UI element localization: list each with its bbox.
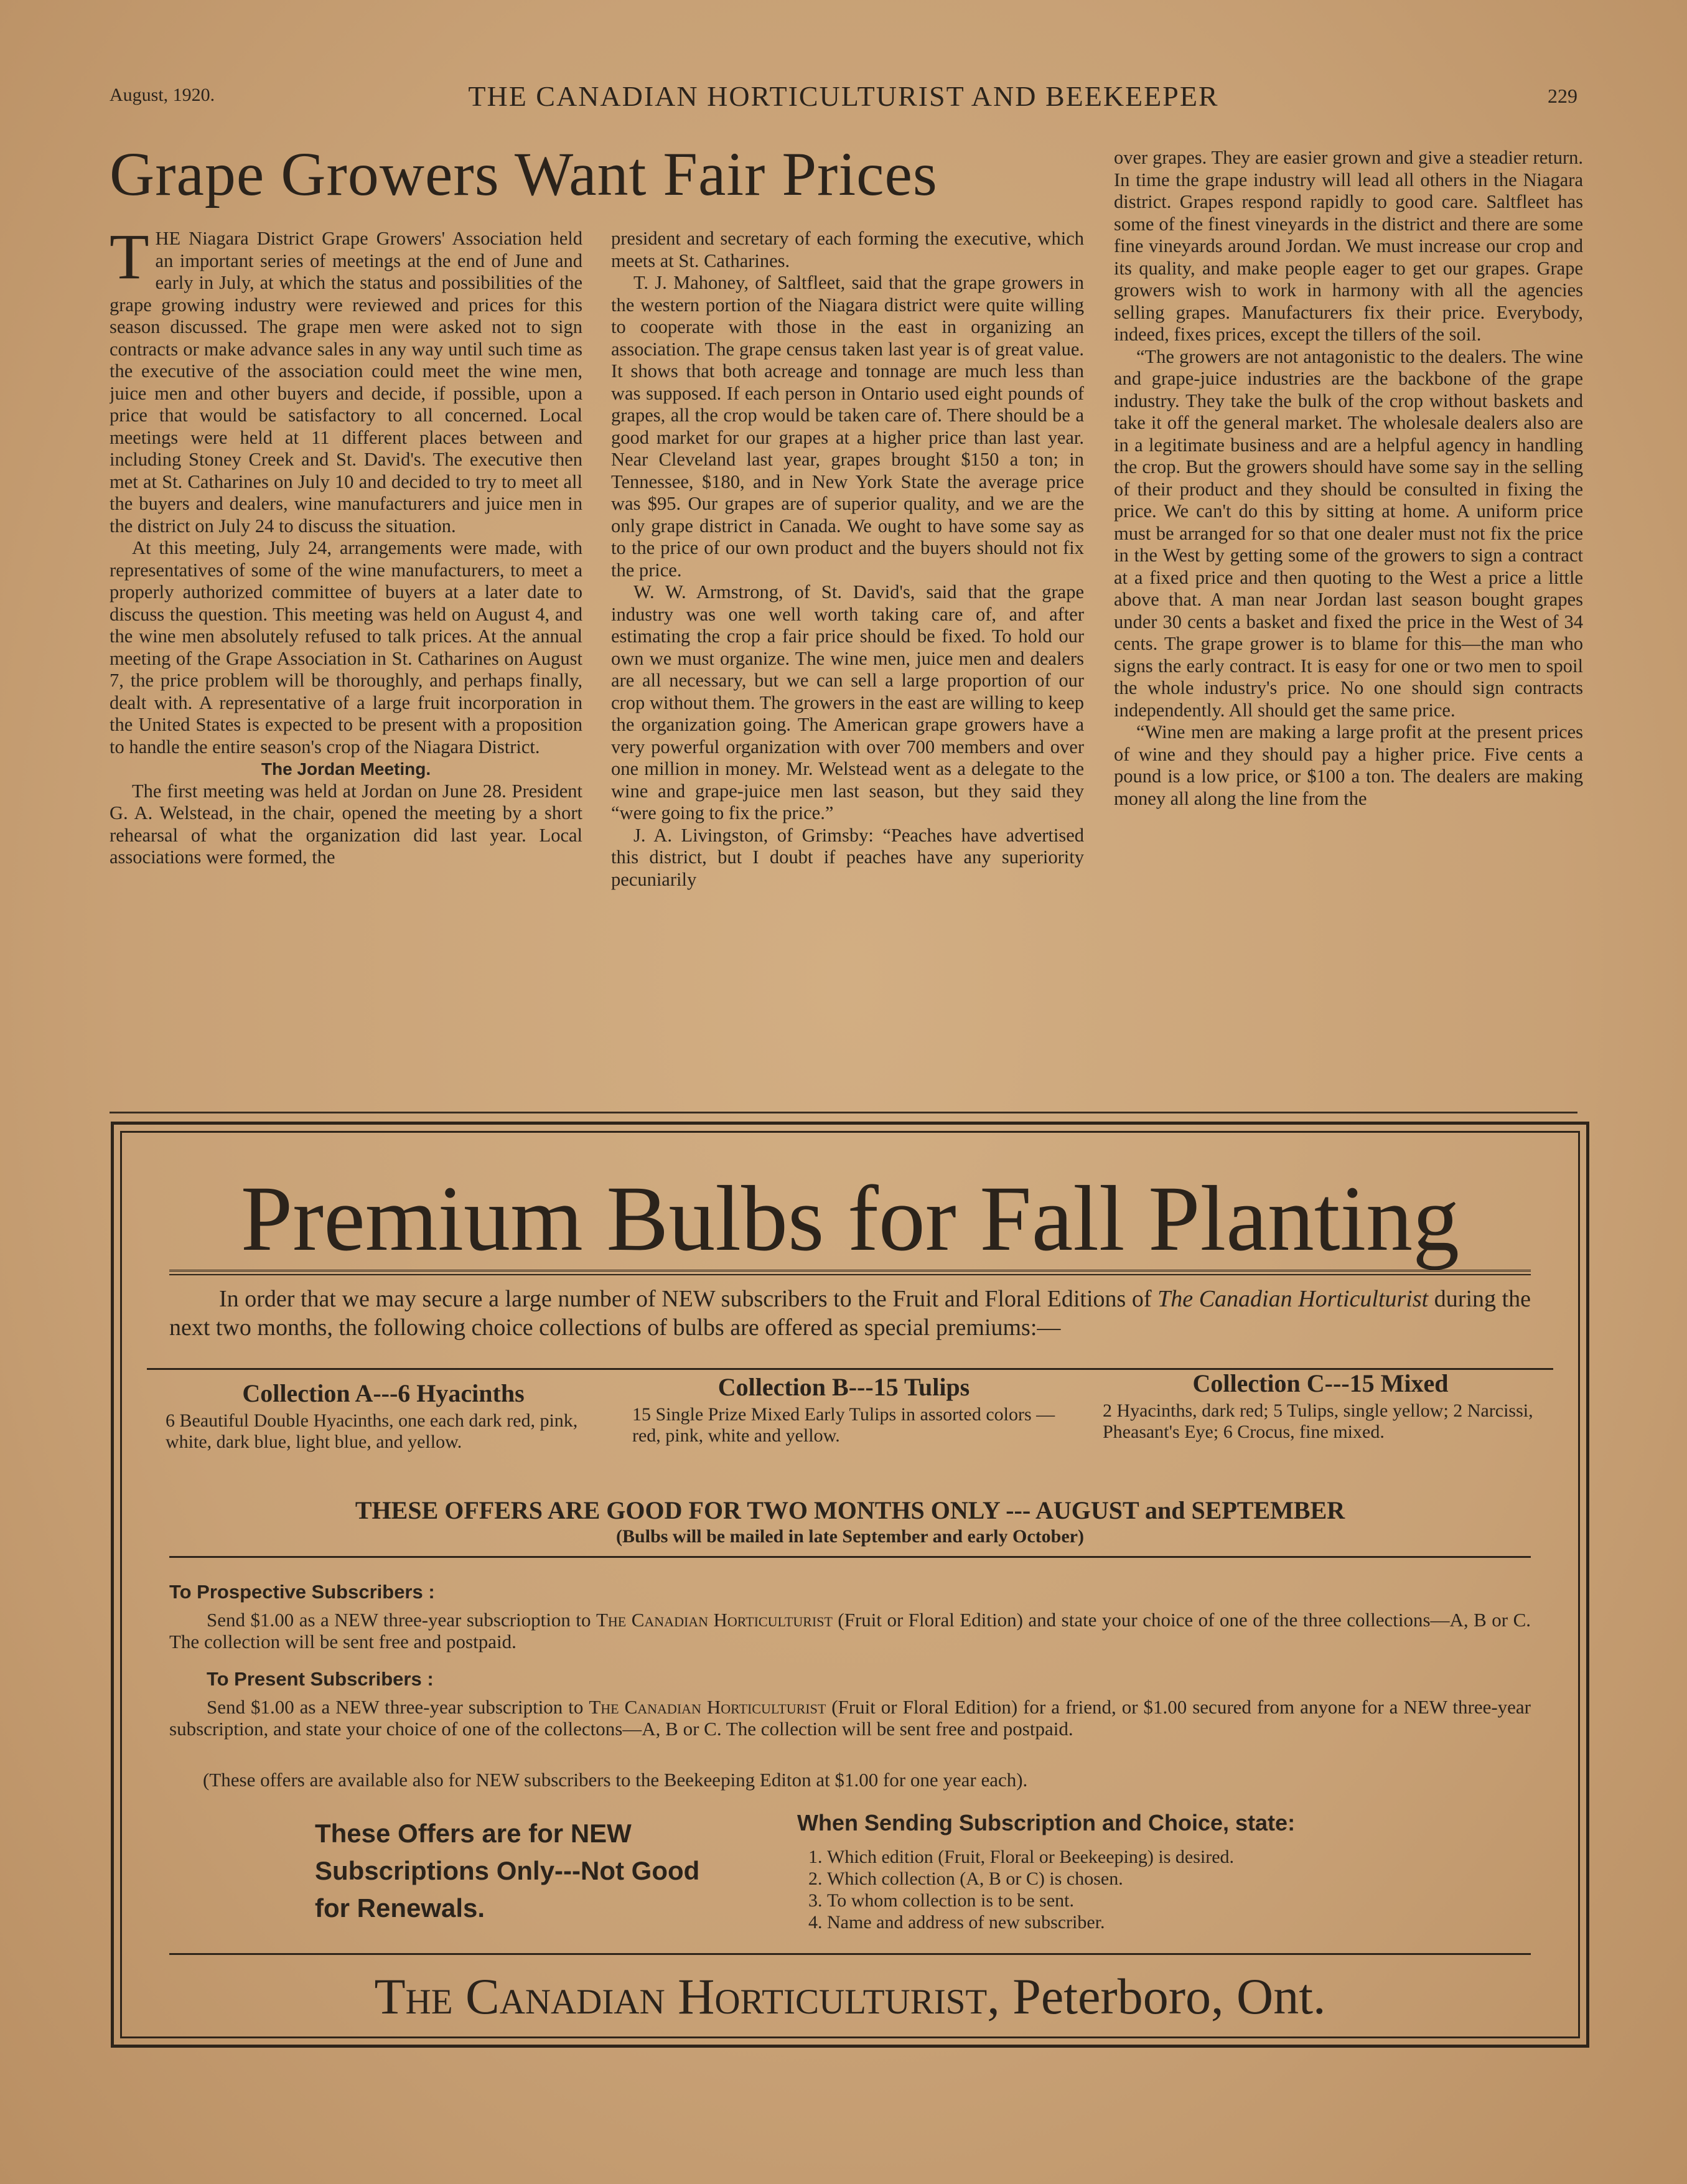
article-paragraph: over grapes. They are easier grown and give a steadier return. In time the grape industry will lead all others in the Niagara district. Grapes respond rapidly to good care. Saltfleet has some of the finest vineyards in the district and there are some fine vineyards around Jordan. We must increase our crop and its quality, and make people eager to get our grapes. Grape growers wish to work in harmony with all the agencies selling grapes. Manufacturers fix their price. Everybody, indeed, fixes prices, except the tillers of the soil. (1114, 147, 1583, 345)
collection-title: Collection A---6 Hyacinths (242, 1379, 525, 1407)
article-headline: Grape Growers Want Fair Prices (110, 139, 938, 209)
present-text: Send $1.00 as a NEW three-year subscription to (207, 1696, 589, 1718)
present-subscribers (169, 1668, 1531, 1740)
article-paragraph: “The growers are not antagonistic to the dealers. The wine and grape-juice industries are the backbone of the grape industry. They take the bulk of the crop without baskets and take it off the general market. The wholesale dealers also are in a legitimate business and are a helpful agency in handling the crop. But the growers should have some say in the selling of their product and they should be consulted in fixing the price. We can't do this by sitting at home. A uniform price must be arranged for so that one dealer must not fix the price in the West by getting some of the growers to sign a contract at a fixed price and then quoting to the West a price a little above that. A man near Jordan last season bought grapes under 30 cents a basket and fixed the price in the West of 34 cents. The grape grower is to blame for this—the man who signs the early contract. It is easy for one or two men to spoil the whole industry's price. No one should sign contracts independently. All should get the same price. (1114, 345, 1583, 721)
article-paragraph: J. A. Livingston, of Grimsby: “Peaches have advertised this district, but I doubt if peaches have any superiority pecuniarily (611, 824, 1084, 890)
drop-cap: T (110, 228, 149, 293)
offer-period: THESE OFFERS ARE GOOD FOR TWO MONTHS ONLY --- AUGUST and SEPTEMBER (355, 1496, 1345, 1524)
prospective-publication: The Canadian Horticulturist (596, 1609, 833, 1631)
article-paragraph: T. J. Mahoney, of Saltfleet, said that the grape growers in the western portion of the Niagara district were quite willing to cooperate with those in the east in organizing an association. The grape census taken last year is of great value. It shows that both acreage and tonnage are much less than was supposed. If each person in Ontario used eight pounds of grapes, all the crop would be taken care of. There should be a good market for our grapes at a higher price than last year. Near Cleveland last year, grapes brought $150 a ton; in Tennessee, $180, and in New York State the average price was $95. Our grapes are of superior quality, and we are the only grape district in Canada. We ought to have some say as to the price of our own product and the buyers should not fix the price. (611, 272, 1084, 581)
publication-title: THE CANADIAN HORTICULTURIST AND BEEKEEPER (468, 80, 1219, 112)
ad-intro-text: during the next two months, the following choice collections of bulbs are offered as special premiums:— (169, 1286, 1531, 1341)
article-column-2 (611, 228, 1084, 1115)
advertisement-inner-border (120, 1131, 1580, 2038)
list-item: 1. Which edition (Fruit, Floral or Beekeeping) is desired. (827, 1846, 1419, 1868)
mailing-note: (Bulbs will be mailed in late September and early October) (616, 1526, 1084, 1547)
collection-description: 6 Beautiful Double Hyacinths, one each dark red, pink, white, dark blue, light blue, and yellow. (166, 1410, 578, 1452)
collection-title: Collection C---15 Mixed (1192, 1369, 1449, 1397)
article-paragraph: HE Niagara District Grape Growers' Association held an important series of meetings at the end of June and early in July, at which the status and possibilities of the grape growing industry were reviewed and prices for this season discussed. The grape men were asked not to sign contracts or make advance sales in any way until such time as the executive of the association could meet the wine men, juice men and other buyers and decide, if possible, upon a price that would be satisfactory to all concerned. Local meetings were held at 11 different places between and including Stoney Creek and St. David's. The executive then met at St. Catharines on July 10 and decided to try to meet all the buyers and dealers, wine manufacturers and juice men in the district on July 24 to discuss the situation. (110, 228, 582, 537)
article-paragraph: president and secretary of each forming the executive, which meets at St. Catharines. (611, 228, 1084, 271)
ad-intro-text: In order that we may secure a large number of NEW subscribers to the Fruit and Floral Editions of (219, 1286, 1158, 1312)
ad-intro-publication: The Canadian Horticulturist (1157, 1286, 1429, 1312)
running-header (110, 80, 1577, 117)
prospective-text: (Fruit or Floral Edition) and state your choice of one of the three collections—A, B or C. The collection will be sent free and postpaid. (169, 1609, 1531, 1652)
article-column-3 (1114, 147, 1583, 1115)
footer-location: Peterboro, Ont. (999, 1968, 1326, 2025)
present-text: (Fruit or Floral Edition) for a friend, or $1.00 secured from anyone for a NEW three-year subscription, and state your choice of one of the collectons—A, B or C. The collection will be sent free and postpaid. (169, 1696, 1531, 1740)
collection-description: 2 Hyacinths, dark red; 5 Tulips, single yellow; 2 Narcissi, Pheasant's Eye; 6 Crocus, fine mixed. (1103, 1400, 1533, 1442)
beekeeping-note: (These offers are available also for NEW subscribers to the Beekeeping Editon at $1.00 for one year each). (203, 1769, 1028, 1791)
section-divider (110, 1112, 1577, 1113)
advertisement-box (111, 1122, 1589, 2048)
article-subhead: The Jordan Meeting. (261, 759, 431, 779)
ad-divider (169, 1556, 1531, 1558)
new-subscriptions-only: These Offers are for NEW Subscriptions Only---Not Good for Renewals. (315, 1819, 700, 1923)
sending-title: When Sending Subscription and Choice, state: (797, 1810, 1296, 1835)
collection-c (1103, 1369, 1538, 1443)
collection-description: 15 Single Prize Mixed Early Tulips in assorted colors — red, pink, white and yellow. (632, 1404, 1055, 1446)
present-publication: The Canadian Horticulturist (589, 1696, 826, 1718)
page-number: 229 (1548, 85, 1577, 107)
ad-divider (169, 1953, 1531, 1955)
collection-b (632, 1373, 1055, 1446)
footer-publication: The Canadian Horticulturist, (374, 1968, 1000, 2025)
ad-footer (122, 1967, 1578, 2027)
article-paragraph: The first meeting was held at Jordan on June 28. President G. A. Welstead, in the chair, opened the meeting by a short rehearsal of what the organization did last year. Local associations were formed, the (110, 780, 582, 868)
sending-instructions (797, 1809, 1419, 1933)
article-paragraph: “Wine men are making a large profit at the present prices of wine and they should pay a higher price. Five cents a pound is a low price, or $100 a ton. The dealers are making money all along the line from the (1114, 721, 1583, 809)
list-item: 4. Name and address of new subscriber. (827, 1911, 1419, 1933)
ad-title: Premium Bulbs for Fall Planting (240, 1167, 1460, 1270)
prospective-label: To Prospective Subscribers : (169, 1581, 435, 1603)
present-label: To Present Subscribers : (207, 1668, 434, 1690)
article-paragraph: At this meeting, July 24, arrangements were made, with representatives of some of the wine manufacturers, to meet a properly authorized committee of buyers at a later date to discuss the question. This meeting was held on August 4, and the wine men absolutely refused to talk prices. At the annual meeting of the Grape Association in St. Catharines on August 7, the price problem will be thoroughly, and perhaps finally, dealt with. A representative of a large fruit incorporation in the United States is expected to be present with a proposition to handle the entire season's crop of the Niagara District. (110, 537, 582, 757)
ad-divider (169, 1270, 1531, 1275)
ad-intro (169, 1285, 1531, 1342)
collection-title: Collection B---15 Tulips (717, 1373, 970, 1401)
prospective-subscribers (169, 1581, 1531, 1652)
sending-list (797, 1846, 1419, 1933)
issue-date: August, 1920. (110, 85, 215, 105)
list-item: 2. Which collection (A, B or C) is chosen. (827, 1868, 1419, 1890)
list-item: 3. To whom collection is to be sent. (827, 1890, 1419, 1911)
article-column-1 (110, 228, 582, 1115)
prospective-text: Send $1.00 as a NEW three-year subscrioption to (207, 1609, 596, 1631)
collection-a (166, 1379, 601, 1453)
article-paragraph: W. W. Armstrong, of St. David's, said that the grape industry was one well worth taking care of, and after estimating the crop a fair price should be fixed. To hold our own we must organize. The wine men, juice men and dealers are all necessary, but we can sell a large proportion of our crop without them. The growers in the east are willing to keep the organization going. The American grape growers have a very powerful organization with over 700 members and over one million in money. Mr. Welstead went as a delegate to the wine and grape-juice men last season, but they said they “were going to fix the price.” (611, 581, 1084, 823)
